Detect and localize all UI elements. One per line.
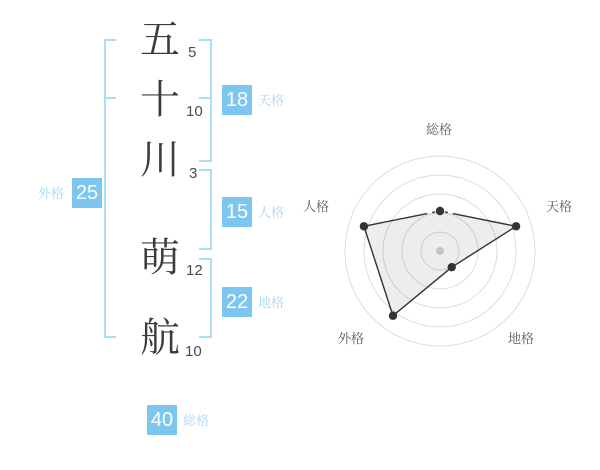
name-char-3: 川: [140, 137, 180, 183]
radar-axis-tenkaku: 天格: [546, 199, 573, 214]
jinkaku-label: 人格: [258, 205, 285, 220]
tenkaku-value-box: 18: [222, 85, 252, 115]
radar-vertex-dot: [436, 207, 444, 215]
radar-series-fill: [364, 211, 516, 316]
radar-center-dot: [436, 247, 444, 255]
name-char-4: 萌: [140, 235, 180, 281]
name-char-1: 五: [140, 17, 180, 63]
gaikaku-label: 外格: [38, 186, 65, 201]
radar-axis-jinkaku: 人格: [303, 199, 330, 214]
soukaku-label: 総格: [183, 413, 210, 428]
stroke-count-1: 5: [188, 44, 197, 61]
radar-vertex-dot: [448, 263, 456, 271]
gaikaku-value-box: 25: [72, 178, 102, 208]
stroke-count-4: 12: [186, 262, 203, 279]
radar-axis-chikaku: 地格: [508, 331, 535, 346]
radar-axis-gaikaku: 外格: [338, 331, 365, 346]
name-char-2: 十: [140, 77, 180, 123]
soukaku-value-box: 40: [147, 405, 177, 435]
name-char-5: 航: [140, 315, 180, 361]
radar-vertex-dot: [512, 222, 520, 230]
radar-vertex-dot: [360, 222, 368, 230]
tenkaku-label: 天格: [258, 93, 285, 108]
jinkaku-value-box: 15: [222, 197, 252, 227]
stroke-count-2: 10: [186, 103, 203, 120]
radar-chart: [290, 95, 590, 405]
radar-vertex-dot: [389, 312, 397, 320]
stroke-count-3: 3: [189, 165, 198, 182]
chikaku-label: 地格: [258, 295, 285, 310]
stroke-count-5: 10: [185, 343, 202, 360]
radar-axis-soukaku: 総格: [426, 122, 453, 137]
chikaku-value-box: 22: [222, 287, 252, 317]
